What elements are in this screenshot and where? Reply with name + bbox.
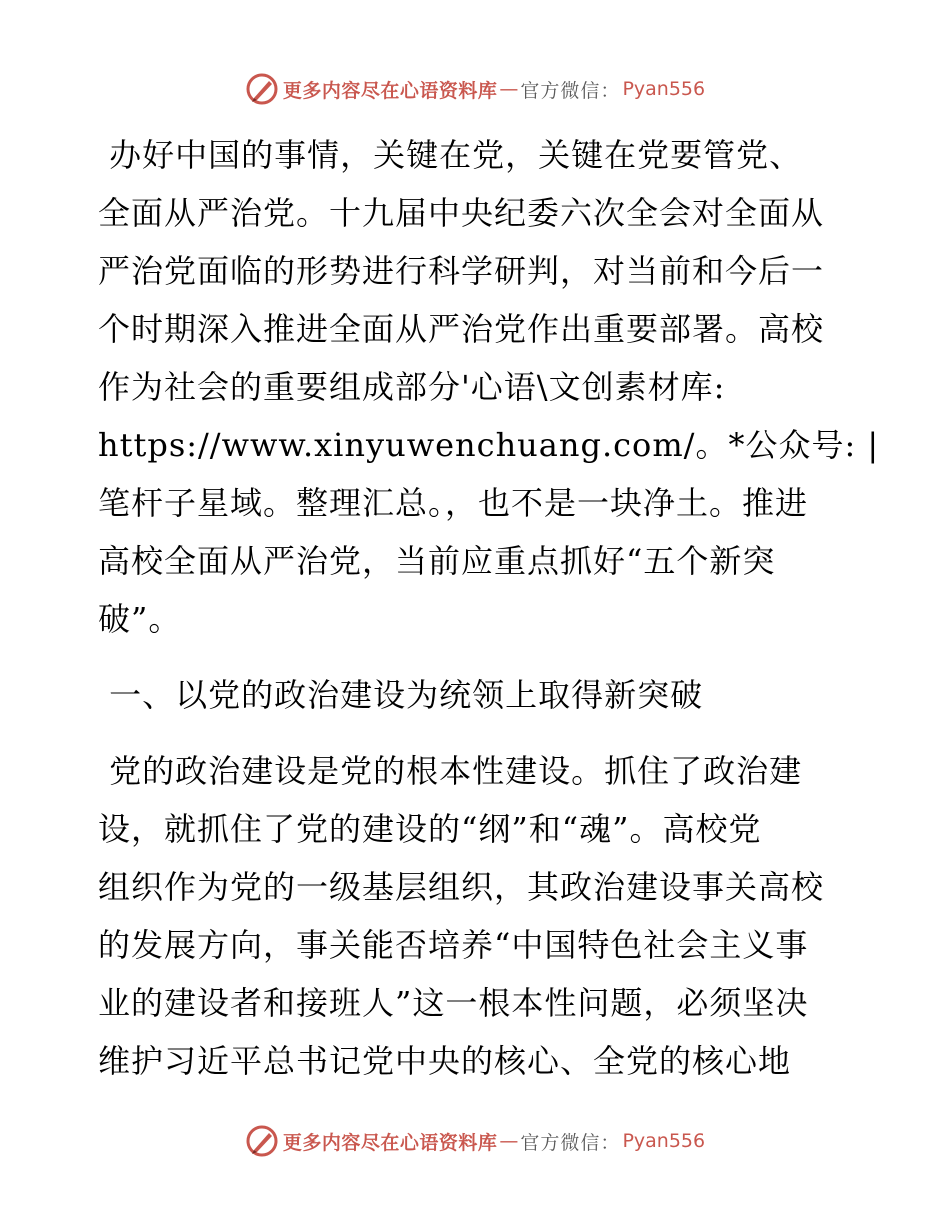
banner-main-text: 更多内容尽在心语资料库: [282, 1131, 498, 1154]
document-body: [98, 126, 880, 1090]
body-line: 全面从严治党。十九届中央纪委六次全会对全面从: [98, 194, 825, 232]
body-line: 作为社会的重要组成部分'心语\文创素材库:: [98, 368, 726, 406]
banner-wechat-id: Pyan556: [622, 1130, 706, 1152]
body-line: 党的政治建设是党的根本性建设。抓住了政治建: [98, 752, 803, 790]
banner-official-label: 官方微信：: [520, 1131, 621, 1154]
red-pen-circle-logo-icon: [245, 72, 279, 106]
body-line: 高校全面从严治党，当前应重点抓好“五个新突: [98, 542, 776, 580]
banner-official-label: 官方微信：: [520, 79, 621, 102]
banner-main-text: 更多内容尽在心语资料库: [282, 79, 498, 102]
body-line: 的发展方向，事关能否培养“中国特色社会主义事: [98, 926, 809, 964]
body-line: 笔杆子星域。整理汇总。，也不是一块净土。推进: [98, 484, 809, 522]
body-line: 个时期深入推进全面从严治党作出重要部署。高校: [98, 310, 825, 348]
body-line: 严治党面临的形势进行科学研判，对当前和今后一: [98, 252, 825, 290]
red-pen-circle-logo-icon: [245, 1124, 279, 1158]
body-line: 业的建设者和接班人”这一根本性问题，必须坚决: [98, 984, 809, 1022]
body-line: 破”。: [98, 600, 182, 638]
body-line: 设，就抓住了党的建设的“纲”和“魂”。高校党: [98, 810, 762, 848]
footer-banner: [0, 1124, 950, 1158]
body-line: 组织作为党的一级基层组织，其政治建设事关高校: [98, 868, 825, 906]
banner-wechat-id: Pyan556: [622, 78, 706, 100]
section-heading: 一、以党的政治建设为统领上取得新突破: [98, 676, 704, 714]
body-line: 办好中国的事情，关键在党，关键在党要管党、: [98, 136, 803, 174]
body-line: https://www.xinyuwenchuang.com/。*公众号: |: [98, 426, 880, 464]
header-banner: [0, 72, 950, 106]
body-line: 维护习近平总书记党中央的核心、全党的核心地: [98, 1042, 792, 1080]
banner-dash: —: [499, 78, 519, 100]
banner-dash: —: [499, 1130, 519, 1152]
